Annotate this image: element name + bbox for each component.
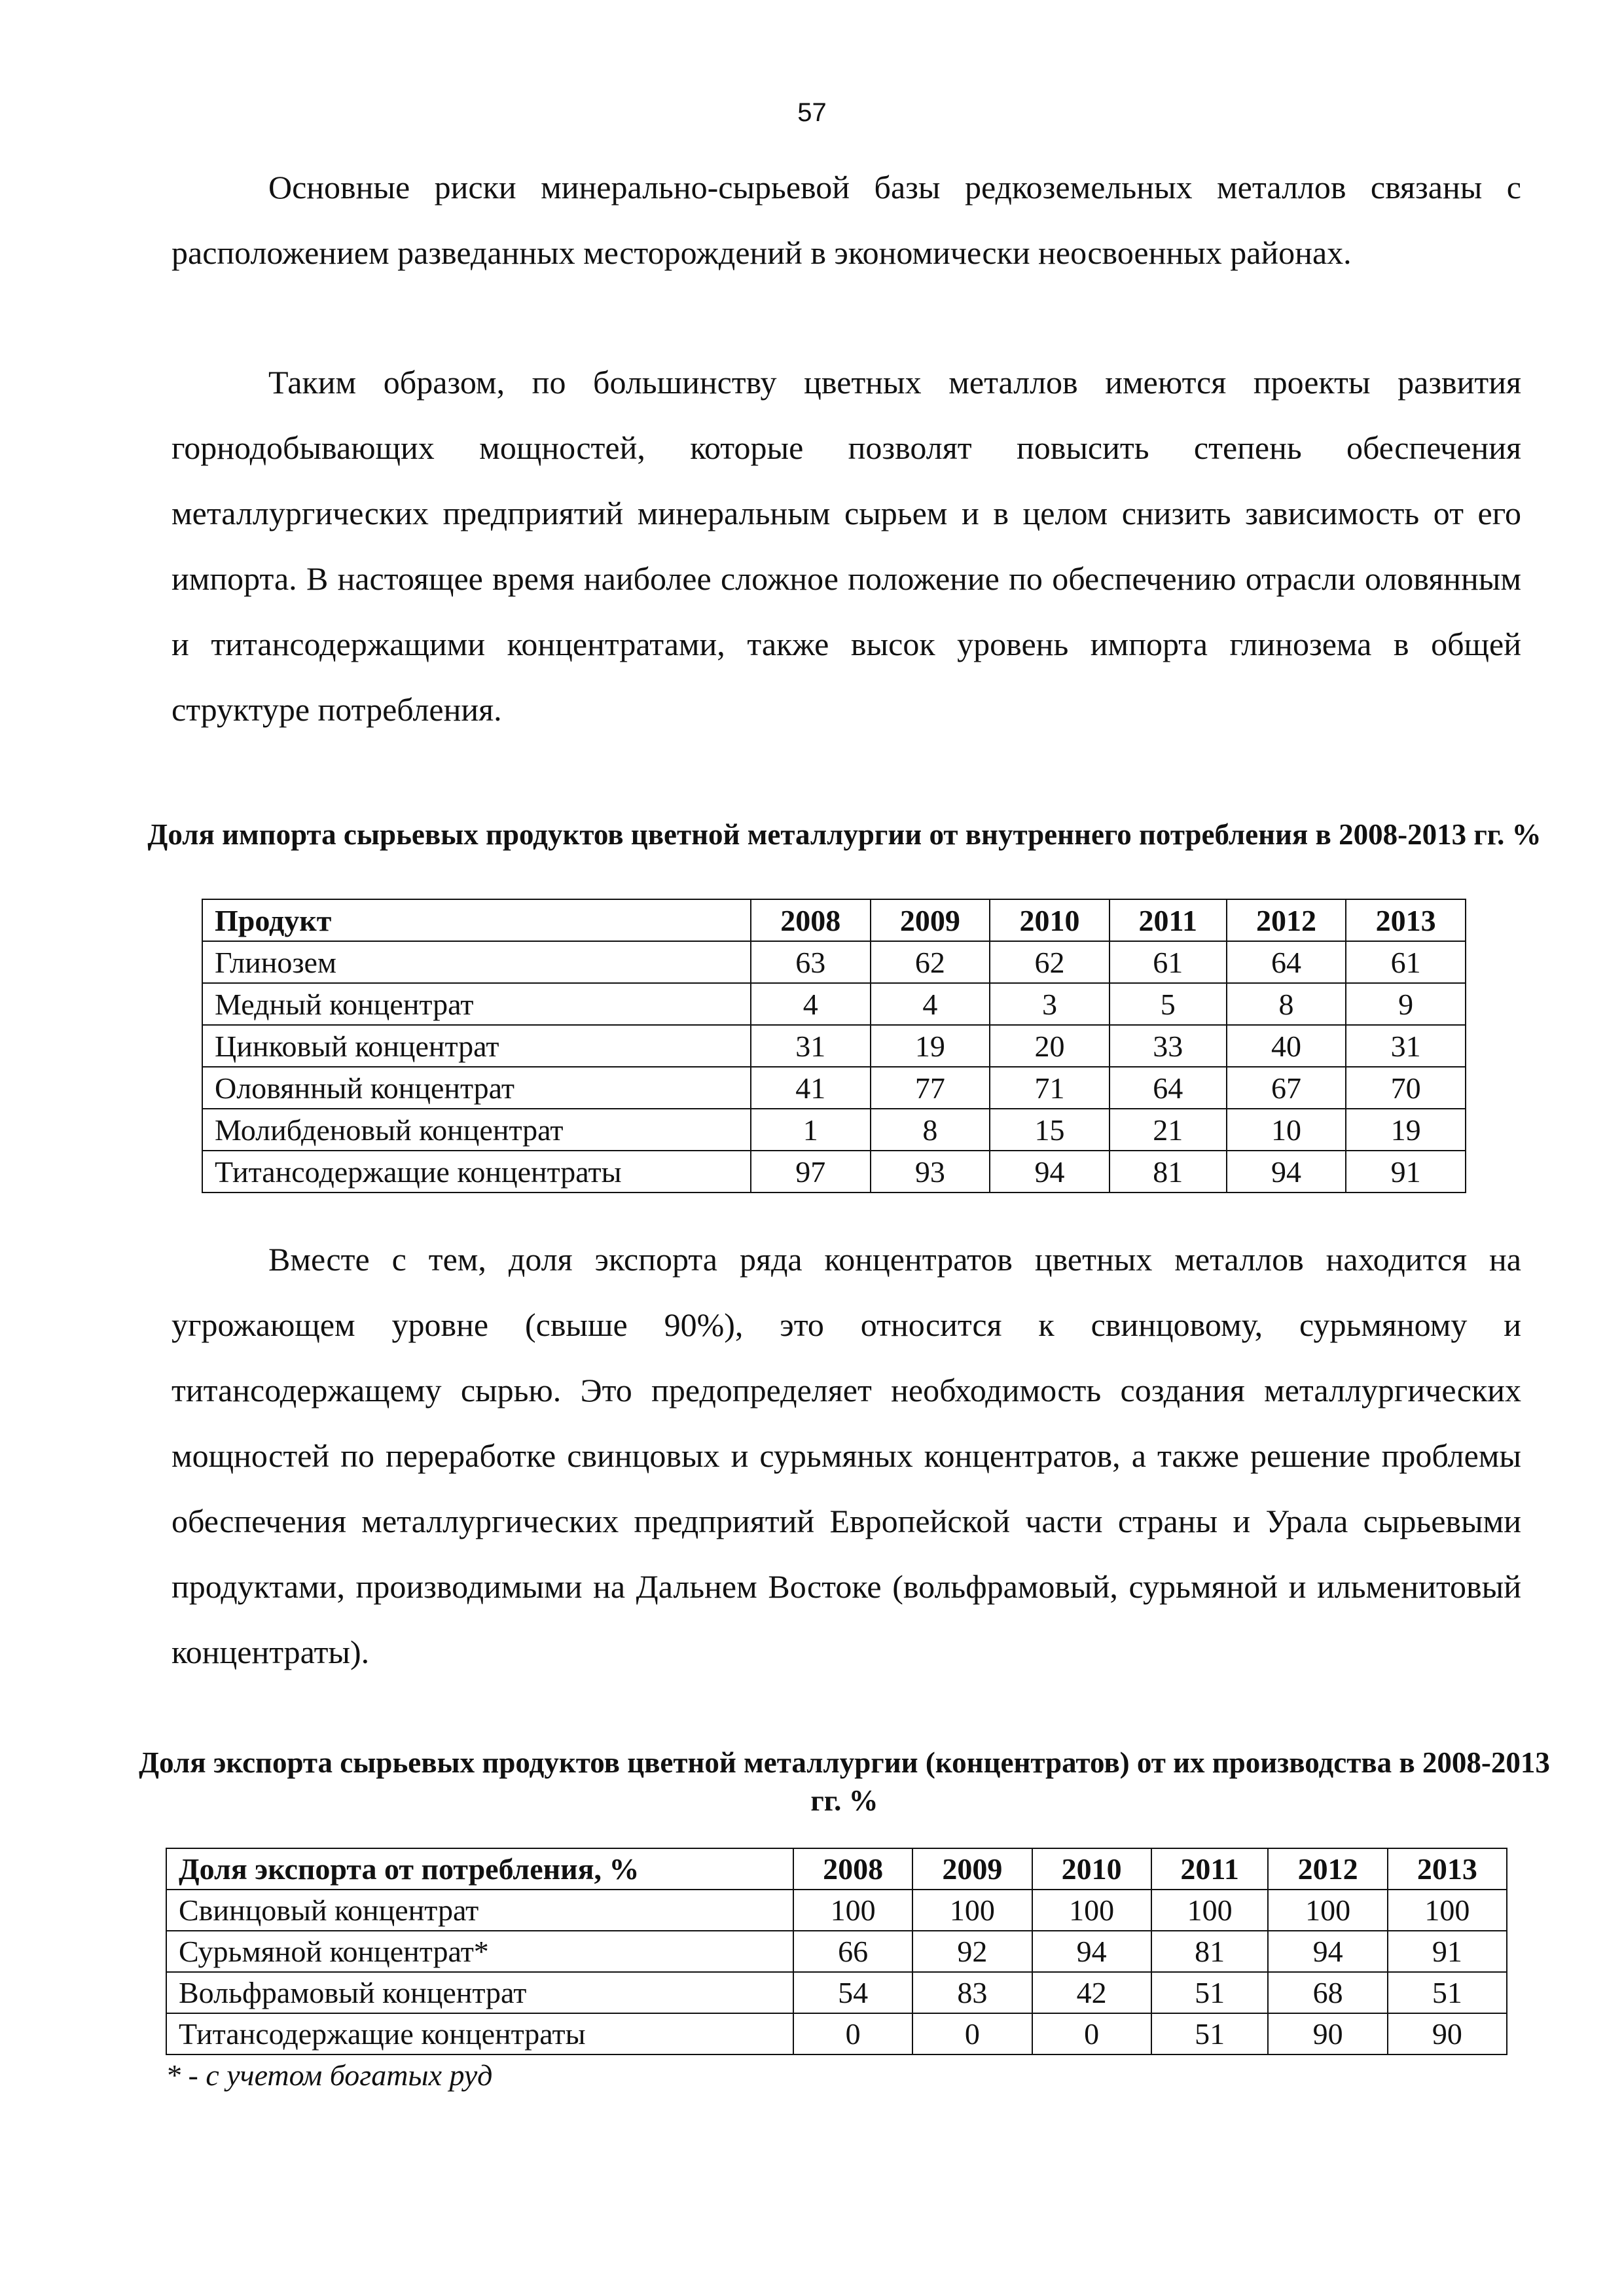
cell-value: 81 <box>1110 1151 1227 1193</box>
cell-value: 31 <box>751 1025 871 1067</box>
paragraph-export: Вместе с тем, доля экспорта ряда концентратов цветных металлов находится на угрожающем уровне (свыше 90%), это относится к свинцовому, сурьмяному и титансодержащему сырью. Это предопределяет необходимость создания металлургических мощностей по переработке свинцовых и сурьмяных концентратов, а также решение проблемы обеспечения металлургических предприятий Европейской части страны и Урала сырьевыми продуктами, производимыми на Дальнем Востоке (вольфрамовый, сурьмяной и ильменитовый концентраты). <box>171 1241 1521 1670</box>
cell-value: 63 <box>751 941 871 983</box>
cell-value: 77 <box>871 1067 990 1109</box>
cell-value: 19 <box>871 1025 990 1067</box>
cell-value: 9 <box>1346 983 1466 1025</box>
cell-value: 41 <box>751 1067 871 1109</box>
cell-value: 91 <box>1346 1151 1466 1193</box>
cell-value: 61 <box>1346 941 1466 983</box>
header-cell: 2013 <box>1388 1848 1507 1890</box>
header-cell: 2008 <box>751 899 871 941</box>
export-table-caption: Доля экспорта сырьевых продуктов цветной металлургии (концентратов) от их производства в 2008-2013 гг. % <box>139 1746 1550 1817</box>
header-cell: Доля экспорта от потребления, % <box>166 1848 793 1890</box>
cell-value: 21 <box>1110 1109 1227 1151</box>
cell-value: 90 <box>1268 2013 1387 2054</box>
header-cell: 2010 <box>990 899 1110 941</box>
cell-value: 42 <box>1032 1972 1151 2013</box>
cell-value: 54 <box>793 1972 912 2013</box>
cell-value: 33 <box>1110 1025 1227 1067</box>
row-label: Титансодержащие концентраты <box>166 2013 793 2054</box>
row-label: Вольфрамовый концентрат <box>166 1972 793 2013</box>
cell-value: 100 <box>793 1890 912 1931</box>
cell-value: 51 <box>1151 2013 1269 2054</box>
header-cell: 2013 <box>1346 899 1466 941</box>
cell-value: 94 <box>990 1151 1110 1193</box>
cell-value: 4 <box>751 983 871 1025</box>
cell-value: 64 <box>1110 1067 1227 1109</box>
cell-value: 92 <box>912 1931 1032 1972</box>
header-cell: 2009 <box>871 899 990 941</box>
header-cell: 2009 <box>912 1848 1032 1890</box>
cell-value: 90 <box>1388 2013 1507 2054</box>
cell-value: 97 <box>751 1151 871 1193</box>
cell-value: 62 <box>990 941 1110 983</box>
header-cell: 2008 <box>793 1848 912 1890</box>
paragraph-projects: Таким образом, по большинству цветных металлов имеются проекты развития горнодобывающих мощностей, которые позволят повысить степень обеспечения металлургических предприятий минеральным сырьем и в целом снизить зависимость от его импорта. В настоящее время наиболее сложное положение по обеспечению отрасли оловянным и титансодержащими концентратами, также высок уровень импорта глинозема в общей структуре потребления. <box>171 364 1521 728</box>
cell-value: 81 <box>1151 1931 1269 1972</box>
row-label: Цинковый концентрат <box>202 1025 751 1067</box>
header-cell: 2011 <box>1151 1848 1269 1890</box>
cell-value: 94 <box>1032 1931 1151 1972</box>
cell-value: 5 <box>1110 983 1227 1025</box>
row-label: Оловянный концентрат <box>202 1067 751 1109</box>
header-cell: Продукт <box>202 899 751 941</box>
import-share-table <box>202 899 1466 1193</box>
row-label: Глинозем <box>202 941 751 983</box>
table-row <box>166 2013 1507 2054</box>
cell-value: 94 <box>1227 1151 1346 1193</box>
export-share-table <box>166 1848 1507 2055</box>
cell-value: 51 <box>1151 1972 1269 2013</box>
row-label: Молибденовый концентрат <box>202 1109 751 1151</box>
cell-value: 0 <box>912 2013 1032 2054</box>
table-footnote: * - с учетом богатых руд <box>166 2058 493 2092</box>
cell-value: 19 <box>1346 1109 1466 1151</box>
cell-value: 4 <box>871 983 990 1025</box>
cell-value: 71 <box>990 1067 1110 1109</box>
cell-value: 67 <box>1227 1067 1346 1109</box>
cell-value: 66 <box>793 1931 912 1972</box>
cell-value: 94 <box>1268 1931 1387 1972</box>
cell-value: 100 <box>912 1890 1032 1931</box>
row-label: Свинцовый концентрат <box>166 1890 793 1931</box>
cell-value: 100 <box>1268 1890 1387 1931</box>
cell-value: 10 <box>1227 1109 1346 1151</box>
cell-value: 100 <box>1032 1890 1151 1931</box>
row-label: Сурьмяной концентрат* <box>166 1931 793 1972</box>
header-cell: 2010 <box>1032 1848 1151 1890</box>
table-row <box>166 1890 1507 1931</box>
header-cell: 2012 <box>1227 899 1346 941</box>
cell-value: 20 <box>990 1025 1110 1067</box>
table-header-row <box>202 899 1466 941</box>
table-row <box>166 1972 1507 2013</box>
cell-value: 51 <box>1388 1972 1507 2013</box>
cell-value: 68 <box>1268 1972 1387 2013</box>
table-row <box>202 1025 1466 1067</box>
row-label: Титансодержащие концентраты <box>202 1151 751 1193</box>
cell-value: 0 <box>793 2013 912 2054</box>
table-row <box>202 983 1466 1025</box>
paragraph-risks: Основные риски минерально-сырьевой базы редкоземельных металлов связаны с расположением разведанных месторождений в экономически неосвоенных районах. <box>171 169 1521 271</box>
cell-value: 15 <box>990 1109 1110 1151</box>
table-row <box>166 1931 1507 1972</box>
cell-value: 8 <box>871 1109 990 1151</box>
cell-value: 62 <box>871 941 990 983</box>
table-row <box>202 1109 1466 1151</box>
table-header-row <box>166 1848 1507 1890</box>
cell-value: 93 <box>871 1151 990 1193</box>
cell-value: 100 <box>1388 1890 1507 1931</box>
cell-value: 91 <box>1388 1931 1507 1972</box>
table-row <box>202 941 1466 983</box>
table-row <box>202 1067 1466 1109</box>
page-number: 57 <box>797 98 827 127</box>
cell-value: 64 <box>1227 941 1346 983</box>
import-table-caption: Доля импорта сырьевых продуктов цветной металлургии от внутреннего потребления в 2008-2013 гг. % <box>147 818 1542 851</box>
cell-value: 83 <box>912 1972 1032 2013</box>
cell-value: 3 <box>990 983 1110 1025</box>
header-cell: 2012 <box>1268 1848 1387 1890</box>
cell-value: 1 <box>751 1109 871 1151</box>
cell-value: 40 <box>1227 1025 1346 1067</box>
cell-value: 61 <box>1110 941 1227 983</box>
cell-value: 70 <box>1346 1067 1466 1109</box>
header-cell: 2011 <box>1110 899 1227 941</box>
table-row <box>202 1151 1466 1193</box>
row-label: Медный концентрат <box>202 983 751 1025</box>
cell-value: 0 <box>1032 2013 1151 2054</box>
cell-value: 8 <box>1227 983 1346 1025</box>
cell-value: 100 <box>1151 1890 1269 1931</box>
cell-value: 31 <box>1346 1025 1466 1067</box>
